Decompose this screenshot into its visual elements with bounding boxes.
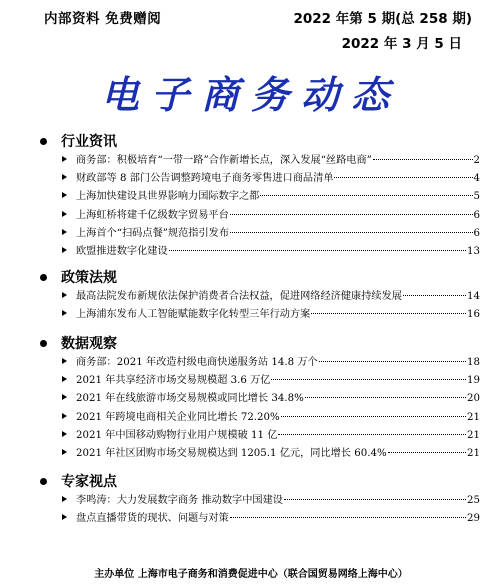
toc-entry-title: 2021 年中国移动购物行业用户规模破 11 亿 <box>76 429 278 441</box>
dot-leader <box>278 434 466 435</box>
section-title: 政策法规 <box>61 270 117 286</box>
toc-entry-title: 2021 年共享经济市场交易规模超 3.6 万亿 <box>76 375 271 387</box>
dot-leader <box>230 232 472 233</box>
triangle-right-icon <box>62 514 67 520</box>
bullet-icon <box>40 138 47 145</box>
toc-entry[interactable] <box>40 408 480 426</box>
toc-entry-title: 最高法院发布新规依法保护消费者合法权益，促进网络经济健康持续发展 <box>76 291 402 302</box>
triangle-right-icon <box>62 292 67 298</box>
toc-entry-page: 4 <box>473 173 480 185</box>
triangle-right-icon <box>62 156 67 162</box>
dot-leader <box>319 361 466 362</box>
triangle-right-icon <box>62 394 67 400</box>
triangle-right-icon <box>62 413 67 419</box>
issue-number: 2022 年第 5 期(总 258 期) <box>293 11 472 27</box>
toc-entry[interactable] <box>40 224 480 242</box>
toc-entry-page: 25 <box>467 495 480 506</box>
dot-leader <box>271 379 466 380</box>
toc-entry-title: 盘点直播带货的现状、问题与对策 <box>76 513 229 525</box>
triangle-right-icon <box>62 211 67 217</box>
toc-entry[interactable] <box>40 169 480 187</box>
bullet-icon <box>40 478 47 485</box>
triangle-right-icon <box>62 247 67 253</box>
toc-entry[interactable] <box>40 206 480 224</box>
toc-entry-page: 21 <box>467 447 480 459</box>
toc-entry-title: 李鸣涛：大力发展数字商务 推动数字中国建设 <box>76 495 283 506</box>
dot-leader <box>230 517 466 518</box>
toc-entry-page: 6 <box>473 227 480 239</box>
toc-list <box>40 287 480 323</box>
section-heading <box>40 472 480 490</box>
toc-entry-page: 2 <box>473 155 480 166</box>
toc-entry-title: 商务部：积极培育“一带一路”合作新增长点，深入发展“丝路电商” <box>76 155 372 166</box>
triangle-right-icon <box>62 449 67 455</box>
dot-leader <box>334 177 472 178</box>
dot-leader <box>284 499 466 500</box>
triangle-right-icon <box>62 358 67 364</box>
dot-leader <box>169 250 466 251</box>
dot-leader <box>305 397 466 398</box>
toc-entry-page: 18 <box>467 357 480 368</box>
toc-entry[interactable] <box>40 353 480 371</box>
toc-list <box>40 151 480 260</box>
toc-entry-title: 上海虹桥将建千亿级数字贸易平台 <box>76 209 229 221</box>
triangle-right-icon <box>62 310 67 316</box>
dot-leader <box>373 159 473 160</box>
toc-entry-page: 19 <box>467 375 480 387</box>
section-data-observation <box>40 334 480 462</box>
toc-entry[interactable] <box>40 509 480 527</box>
toc-entry-page: 5 <box>473 191 480 203</box>
dot-leader <box>281 416 466 417</box>
toc-entry-page: 29 <box>467 513 480 525</box>
toc-entry-page: 21 <box>467 411 480 423</box>
toc-entry[interactable] <box>40 491 480 509</box>
bullet-icon <box>40 274 47 281</box>
dot-leader <box>403 295 466 296</box>
dot-leader <box>230 214 473 215</box>
section-title: 数据观察 <box>61 336 117 352</box>
toc-entry-page: 20 <box>467 393 480 405</box>
dot-leader <box>388 452 466 453</box>
toc-entry[interactable] <box>40 287 480 305</box>
toc-entry[interactable] <box>40 371 480 389</box>
triangle-right-icon <box>62 496 67 502</box>
toc-list <box>40 491 480 527</box>
section-expert-view <box>40 472 480 527</box>
section-industry-news <box>40 132 480 260</box>
header-left-label: 内部资料 免费赠阅 <box>44 11 162 27</box>
toc-entry[interactable] <box>40 444 480 462</box>
toc-entry-page: 6 <box>473 209 480 221</box>
section-heading <box>40 334 480 352</box>
triangle-right-icon <box>62 431 67 437</box>
toc-entry-page: 14 <box>467 291 480 302</box>
section-title: 行业资讯 <box>61 134 117 150</box>
toc-entry-page: 13 <box>467 245 480 257</box>
section-heading <box>40 132 480 150</box>
toc-entry-title: 2021 年跨境电商相关企业同比增长 72.20% <box>76 411 280 423</box>
issue-date: 2022 年 3 月 5 日 <box>341 36 462 52</box>
publication-title: 电子商务动态 <box>100 72 401 117</box>
toc-entry-page: 21 <box>467 429 480 441</box>
section-title: 专家视点 <box>61 474 117 490</box>
toc-entry-title: 2021 年在线旅游市场交易规模或同比增长 34.8% <box>76 393 304 405</box>
toc-entry-title: 2021 年社区团购市场交易规模达到 1205.1 亿元，同比增长 60.4% <box>76 447 387 459</box>
toc-entry[interactable] <box>40 389 480 407</box>
toc-entry-title: 上海首个“扫码点餐”规范指引发布 <box>76 227 230 239</box>
toc-list <box>40 353 480 462</box>
toc-entry-title: 上海浦东发布人工智能赋能数字化转型三年行动方案 <box>76 309 311 321</box>
section-heading <box>40 268 480 286</box>
toc-entry[interactable] <box>40 305 480 323</box>
triangle-right-icon <box>62 229 67 235</box>
toc-entry-page: 16 <box>467 309 480 321</box>
dot-leader <box>311 313 466 314</box>
toc-entry-title: 欧盟推进数字化建设 <box>76 245 168 257</box>
section-policy-regulation <box>40 268 480 323</box>
bullet-icon <box>40 340 47 347</box>
toc-entry-title: 上海加快建设具世界影响力国际数字之都 <box>76 191 260 203</box>
footer-sponsor: 主办单位 上海市电子商务和消费促进中心（联合国贸易网络上海中心） <box>94 569 408 580</box>
triangle-right-icon <box>62 174 67 180</box>
triangle-right-icon <box>62 192 67 198</box>
toc-entry-title: 商务部：2021 年改造村级电商快递服务站 14.8 万个 <box>76 357 318 368</box>
toc-entry[interactable] <box>40 242 480 260</box>
toc-entry[interactable] <box>40 187 480 205</box>
triangle-right-icon <box>62 376 67 382</box>
toc-entry-title: 财政部等 8 部门公告调整跨境电子商务零售进口商品清单 <box>76 173 334 185</box>
toc-entry[interactable] <box>40 426 480 444</box>
toc-entry[interactable] <box>40 151 480 169</box>
dot-leader <box>260 195 472 196</box>
